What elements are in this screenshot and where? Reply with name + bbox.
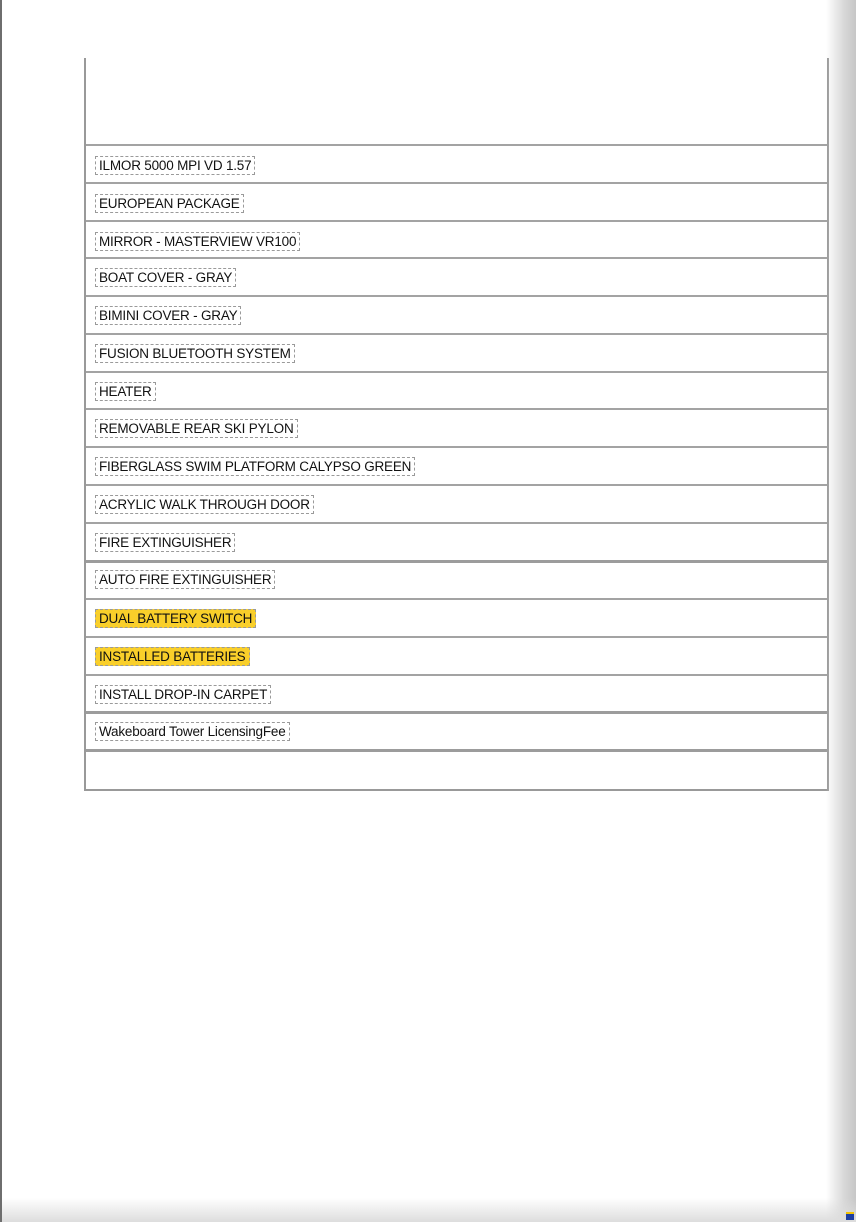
corner-marker-icon: [846, 1212, 854, 1220]
table-row: [86, 220, 827, 258]
table-row: [86, 674, 827, 713]
page-edge-shadow: [826, 0, 856, 1222]
option-item[interactable]: ILMOR 5000 MPI VD 1.57: [95, 156, 255, 175]
option-item[interactable]: INSTALL DROP-IN CARPET: [95, 685, 271, 704]
option-item[interactable]: MIRROR - MASTERVIEW VR100: [95, 232, 300, 251]
option-item-highlighted[interactable]: DUAL BATTERY SWITCH: [95, 609, 256, 628]
table-row: [86, 257, 827, 296]
table-row: [86, 636, 827, 675]
option-item[interactable]: BOAT COVER - GRAY: [95, 268, 236, 287]
option-item-highlighted[interactable]: INSTALLED BATTERIES: [95, 647, 250, 666]
options-table: [84, 58, 829, 791]
option-item[interactable]: HEATER: [95, 382, 156, 401]
page-bottom-shadow: [2, 1198, 856, 1222]
option-item[interactable]: FIRE EXTINGUISHER: [95, 533, 235, 552]
table-row: [86, 711, 827, 751]
table-row: [86, 295, 827, 334]
option-item[interactable]: EUROPEAN PACKAGE: [95, 194, 244, 213]
table-row: [86, 182, 827, 221]
table-header-blank-row: [86, 58, 827, 146]
table-row: [86, 333, 827, 372]
option-item[interactable]: ACRYLIC WALK THROUGH DOOR: [95, 495, 314, 514]
table-row: [86, 560, 827, 599]
option-item[interactable]: Wakeboard Tower LicensingFee: [95, 722, 290, 741]
table-row: [86, 522, 827, 561]
table-row: [86, 598, 827, 637]
option-item[interactable]: BIMINI COVER - GRAY: [95, 306, 241, 325]
table-row: [86, 408, 827, 447]
option-item[interactable]: AUTO FIRE EXTINGUISHER: [95, 570, 275, 589]
table-row: [86, 484, 827, 523]
option-item[interactable]: FIBERGLASS SWIM PLATFORM CALYPSO GREEN: [95, 457, 415, 476]
option-item[interactable]: REMOVABLE REAR SKI PYLON: [95, 419, 298, 438]
table-footer-blank-row: [86, 749, 827, 789]
table-row: [86, 446, 827, 485]
table-row: [86, 371, 827, 409]
table-row: [86, 144, 827, 183]
option-item[interactable]: FUSION BLUETOOTH SYSTEM: [95, 344, 295, 363]
